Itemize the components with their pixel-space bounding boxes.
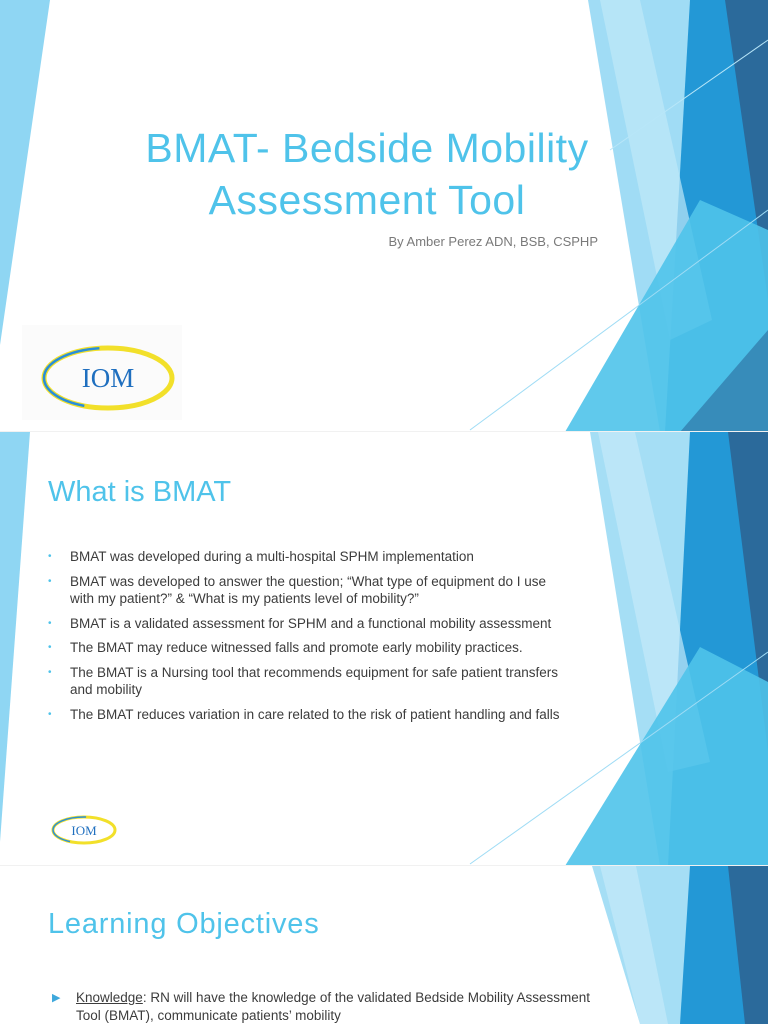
bullet-dot-icon: • (48, 575, 52, 587)
bullet-dot-icon: • (48, 666, 52, 678)
author-byline: By Amber Perez ADN, BSB, CSPHP (388, 234, 598, 249)
objective-text: : RN will have the knowledge of the validated Bedside Mobility Assessment Tool (BMAT), communicate patients’ mobility (76, 990, 591, 1023)
list-item: • BMAT is a validated assessment for SPHM and a functional mobility assessment (48, 615, 552, 631)
svg-text:IOM: IOM (81, 363, 135, 393)
what-is-bmat-slide (0, 432, 768, 866)
title-slide (0, 0, 768, 432)
list-item: • The BMAT reduces variation in care related to the risk of patient handling and falls (48, 706, 560, 722)
list-item: • BMAT was developed to answer the question; “What type of equipment do I use with my patient?” & “What is my patients level of mobility?” (48, 573, 547, 606)
list-item: • The BMAT is a Nursing tool that recommends equipment for safe patient transfers and mobility (48, 664, 558, 697)
section-heading: Learning Objectives (48, 908, 320, 940)
list-item: • The BMAT may reduce witnessed falls and promote early mobility practices. (48, 640, 523, 655)
section-heading: What is BMAT (48, 476, 232, 508)
objective-item (52, 989, 596, 1024)
iom-logo (48, 810, 120, 850)
iom-logo (22, 325, 182, 420)
svg-text:IOM: IOM (71, 823, 97, 838)
learning-objectives-slide (0, 866, 768, 1024)
bullet-dot-icon: • (48, 642, 52, 653)
triangle-arrow-icon: ▶ (52, 992, 61, 1004)
objective-keyword: Knowledge (76, 990, 143, 1005)
slide-title: BMAT- Bedside Mobility Assessment Tool (145, 125, 589, 223)
list-item: • BMAT was developed during a multi-hospital SPHM implementation (48, 549, 474, 564)
bullet-list (48, 548, 568, 730)
bullet-dot-icon: • (48, 617, 52, 629)
bullet-dot-icon: • (48, 708, 52, 720)
bullet-dot-icon: • (48, 551, 52, 562)
